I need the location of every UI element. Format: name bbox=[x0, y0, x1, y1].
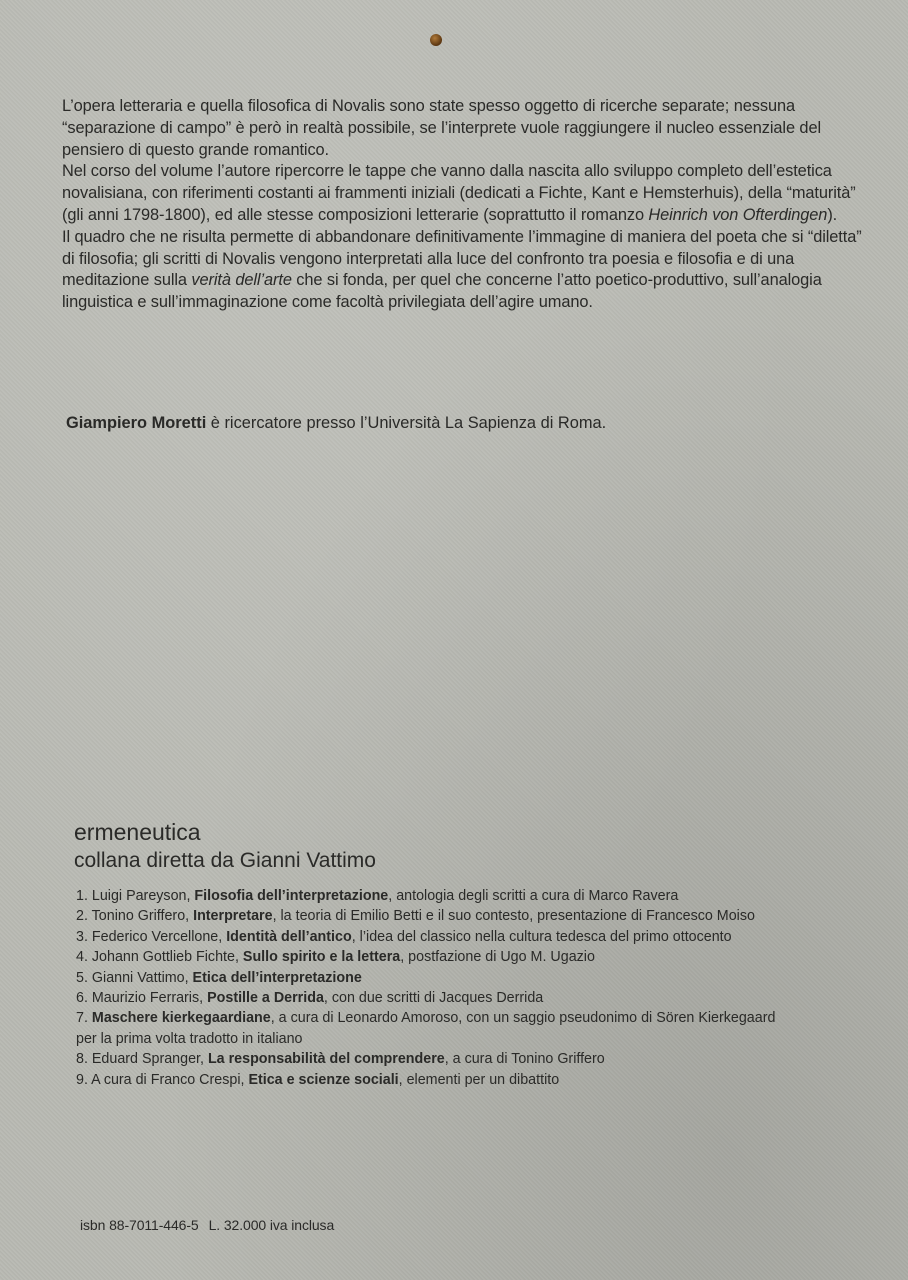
list-item-author: 3. Federico Vercellone, bbox=[76, 928, 227, 945]
list-item bbox=[76, 968, 876, 988]
list-item-details: , con due scritti di Jacques Derrida bbox=[323, 990, 544, 1007]
blurb-paragraph-3 bbox=[62, 227, 862, 314]
price: L. 32.000 iva inclusa bbox=[208, 1217, 335, 1233]
list-item-author: 6. Maurizio Ferraris, bbox=[76, 990, 208, 1007]
list-item-title: Sullo spirito e la lettera bbox=[242, 949, 401, 966]
list-item-author: 9. A cura di Franco Crespi, bbox=[76, 1071, 249, 1088]
list-item-title: Etica dell’interpretazione bbox=[192, 969, 362, 986]
blurb-paragraph-2 bbox=[62, 161, 862, 226]
list-item-title: La responsabilità del comprendere bbox=[207, 1051, 445, 1068]
author-affiliation: è ricercatore presso l’Università La Sapienza di Roma. bbox=[206, 414, 607, 432]
author-name: Giampiero Moretti bbox=[66, 414, 207, 432]
list-item-details: , antologia degli scritti a cura di Marco Ravera bbox=[388, 888, 679, 904]
list-item-continuation: per la prima volta tradotto in italiano bbox=[76, 1030, 303, 1047]
series-title: ermeneutica bbox=[74, 819, 201, 845]
list-item-author: 4. Johann Gottlieb Fichte, bbox=[76, 949, 243, 966]
list-item-author: 2. Tonino Griffero, bbox=[76, 908, 194, 925]
list-item-author: 8. Eduard Spranger, bbox=[76, 1051, 208, 1068]
list-item-details: , a cura di Tonino Griffero bbox=[444, 1051, 605, 1068]
list-item bbox=[76, 886, 876, 906]
list-item-author: 1. Luigi Pareyson, bbox=[76, 888, 195, 904]
blurb-paragraph-2-end: ). bbox=[827, 205, 838, 224]
list-item bbox=[76, 1049, 876, 1069]
blurb-paragraph-3-end: che si fonda, per quel che concerne l’atto poetico-produttivo, sull’analogia linguistica e sull’immaginazione come facoltà privilegiata dell’agire umano. bbox=[62, 271, 822, 312]
series-list bbox=[76, 886, 876, 1090]
blurb-text bbox=[62, 96, 862, 314]
blurb-paragraph-2-text: Nel corso del volume l’autore ripercorre le tappe che vanno dalla nascita allo sviluppo completo dell’estetica novalisiana, con riferimenti costanti ai frammenti iniziali (dedicati a Fichte, Kant e Hemsterhuis), della “maturità” (gli anni 1798-1800), ed alle stesse composizioni letterarie (soprattutto il romanzo bbox=[62, 162, 856, 224]
list-item-details: , elementi per un dibattito bbox=[398, 1071, 560, 1088]
list-item-details: , postfazione di Ugo M. Ugazio bbox=[400, 949, 595, 966]
list-item-details: , a cura di Leonardo Amoroso, con un saggio pseudonimo di Sören Kierkegaard bbox=[270, 1010, 776, 1027]
list-item bbox=[76, 1070, 876, 1090]
list-item bbox=[76, 1008, 876, 1049]
list-item-title: Interpretare bbox=[193, 908, 273, 925]
list-item-details: , la teoria di Emilio Betti e il suo contesto, presentazione di Francesco Moiso bbox=[272, 908, 755, 925]
isbn-number: isbn 88-7011-446-5 bbox=[80, 1217, 199, 1233]
colophon bbox=[80, 1216, 334, 1234]
blurb-paragraph-1: L’opera letteraria e quella filosofica di Novalis sono state spesso oggetto di ricerche separate; nessuna “separazione di campo” è però in realtà possibile, se l’interprete vuole raggiungere il nucleo essenziale del pensiero di questo grande romantico. bbox=[62, 97, 821, 159]
author-note bbox=[66, 412, 866, 434]
list-item-title: Maschere kierkegaardiane bbox=[91, 1010, 271, 1027]
list-item-title: Filosofia dell’interpretazione bbox=[194, 888, 389, 904]
list-item-author: 7. bbox=[76, 1010, 92, 1027]
novel-title: Heinrich von Ofterdingen bbox=[648, 205, 828, 224]
list-item bbox=[76, 906, 876, 926]
pin-hole bbox=[430, 34, 442, 46]
list-item bbox=[76, 988, 876, 1008]
list-item-title: Etica e scienze sociali bbox=[248, 1071, 399, 1088]
blurb-paragraph-3-text: Il quadro che ne risulta permette di abbandonare definitivamente l’immagine di maniera del poeta che si “diletta” di filosofia; gli scritti di Novalis vengono interpretati alla luce del confronto tra poesia e filosofia e di una meditazione sulla bbox=[62, 227, 862, 290]
series-subtitle: collana diretta da Gianni Vattimo bbox=[74, 849, 376, 872]
list-item-author: 5. Gianni Vattimo, bbox=[76, 969, 193, 986]
list-item bbox=[76, 927, 876, 947]
list-item-details: , l’idea del classico nella cultura tedesca del primo ottocento bbox=[351, 928, 732, 945]
list-item bbox=[76, 947, 876, 967]
list-item-title: Postille a Derrida bbox=[207, 990, 324, 1007]
emphasis-phrase: verità dell’arte bbox=[191, 271, 292, 290]
list-item-title: Identità dell’antico bbox=[226, 928, 352, 945]
